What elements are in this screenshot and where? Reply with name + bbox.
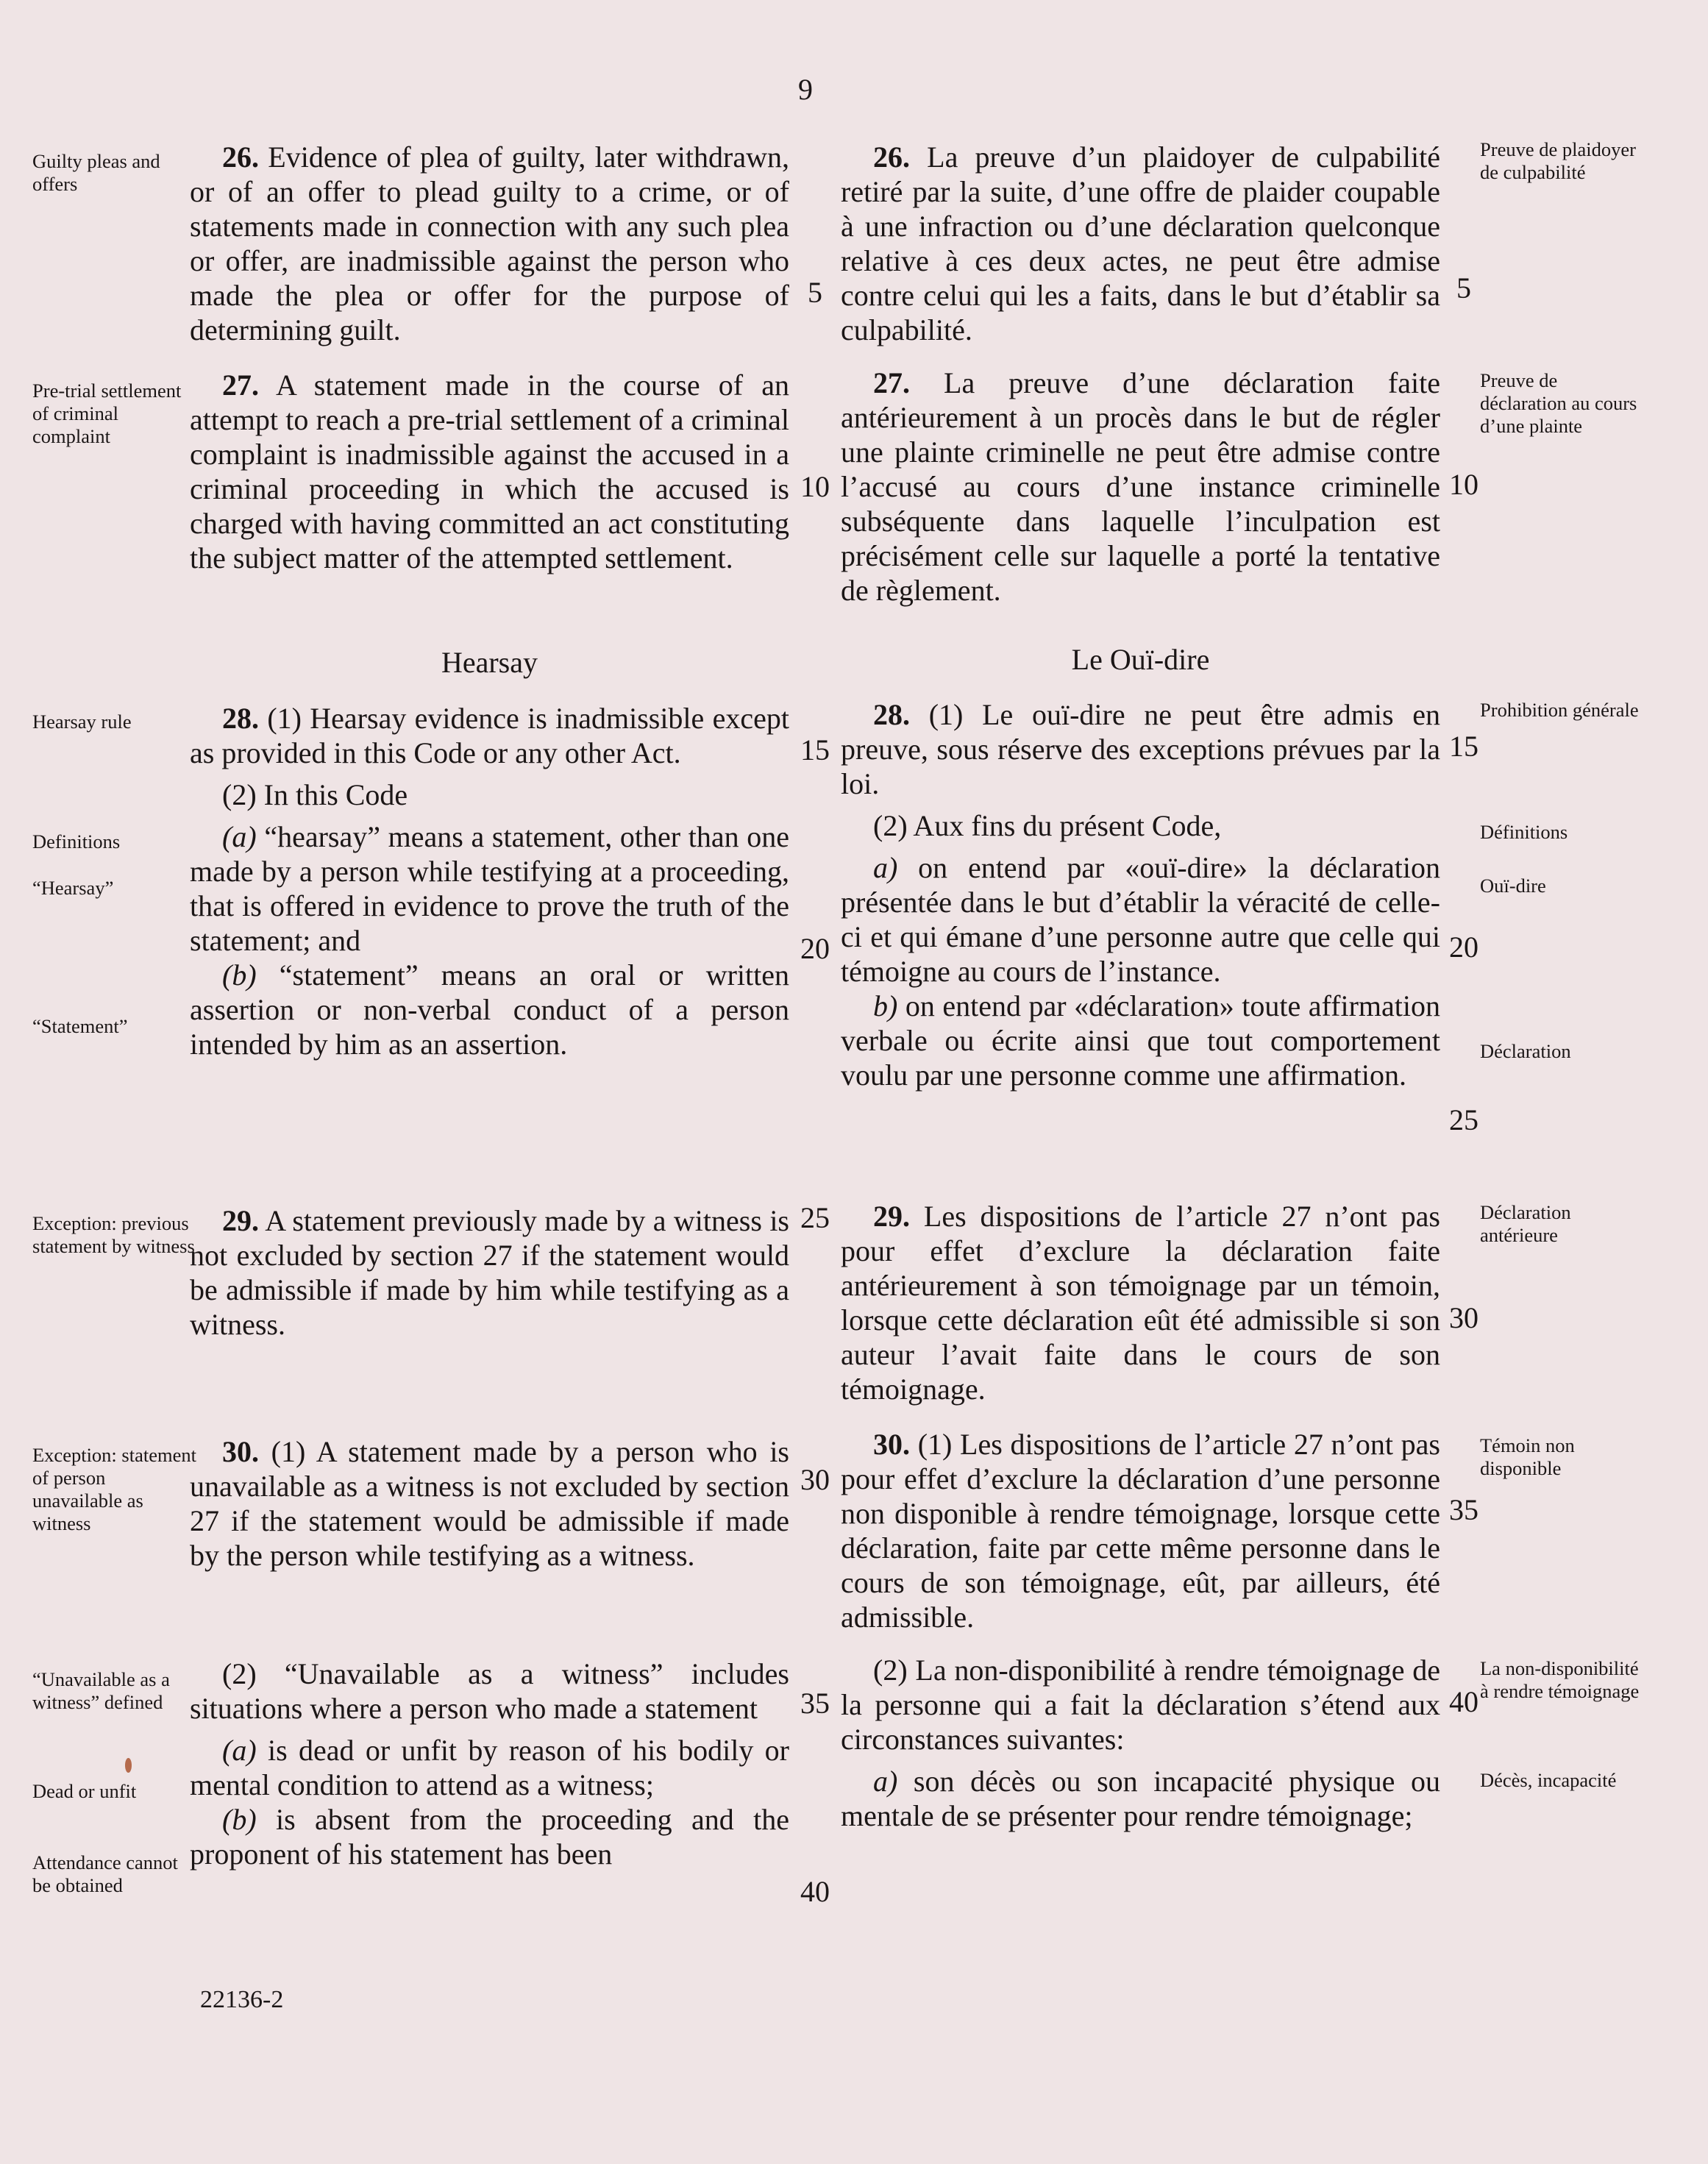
paragraph-text: is absent from the proceeding and the proponent of his statement has been [190, 1803, 790, 1871]
section-number: 27. [222, 369, 259, 402]
paragraph-label: a) [873, 851, 898, 884]
section-text: A statement previously made by a witness is not excluded by section 27 if the statement would be admissible if made by him while testifying as a witness. [190, 1204, 789, 1341]
section-number: 28. [873, 698, 910, 731]
section-30-2-en [190, 1656, 789, 1871]
margin-note-plaidoyer: Preuve de plaidoyer de culpabilité [1480, 138, 1636, 183]
section-text: (1) Le ouï-dire ne peut être admis en preuve, sous réserve des exceptions prévues par la loi. [841, 698, 1441, 800]
margin-note-definitions-fr: Définitions [1480, 821, 1568, 843]
section-text: La preuve d’une déclaration faite antérieurement à un procès dans le but de régler une plainte criminelle ne peut être admise contre l’accusé au cours d’une instance criminelle subséquente dans laquelle l’inculpation est précisément celle sur laquelle a porté la tentative de règlement. [841, 366, 1441, 607]
heading-hearsay: Hearsay [441, 646, 538, 679]
margin-note-exception-previous: Exception: previous statement by witness [32, 1212, 195, 1257]
section-text: Les dispositions de l’article 27 n’ont pas pour effet d’exclure la déclaration faite antérieurement à son témoignage par un témoin, lorsque cette déclaration eût été admissible si son auteur l’avait faite dans le cours de son témoignage. [841, 1200, 1440, 1406]
section-30-en [190, 1434, 789, 1573]
section-30-fr [841, 1427, 1440, 1634]
paragraph-label: a) [873, 1765, 898, 1798]
section-number: 29. [873, 1200, 910, 1233]
ink-spot [125, 1758, 132, 1773]
line-number: 35 [800, 1687, 830, 1720]
paragraph-text: son décès ou son incapacité physique ou mentale de se présenter pour rendre témoignage; [841, 1765, 1440, 1832]
margin-note-temoin: Témoin non disponible [1480, 1434, 1575, 1479]
margin-note-declaration: Déclaration [1480, 1040, 1571, 1062]
section-number: 27. [873, 366, 910, 399]
margin-note-hearsay-def: “Hearsay” [32, 877, 114, 899]
section-text: A statement made in the course of an attempt to reach a pre-trial settlement of a criminal complaint is inadmissible against the accused in a criminal proceeding in which the accused is charged with having committed an act constituting the subject matter of the attempted settlement. [190, 369, 790, 574]
line-number: 25 [1449, 1103, 1479, 1136]
section-28-en [190, 701, 789, 1061]
paragraph-text: “hearsay” means a statement, other than one made by a person while testifying at a proceeding, that is offered in evidence to prove the truth of the statement; and [190, 820, 790, 957]
margin-note-definitions: Definitions [32, 830, 121, 853]
page-number: 9 [798, 73, 813, 106]
section-29-fr [841, 1199, 1440, 1406]
subsection-2: (2) In this Code [222, 778, 408, 811]
section-number: 30. [873, 1428, 910, 1461]
line-number: 30 [800, 1463, 830, 1496]
margin-note-nondispo: La non-disponibilité à rendre témoignage [1480, 1657, 1640, 1702]
section-28-fr [841, 697, 1440, 1092]
section-text: (1) Les dispositions de l’article 27 n’ont pas pour effet d’exclure la déclaration d’une personne non disponible à rendre témoignage, lorsque cette déclaration, faite par cette même personne dans le cours de son témoignage, eût, par ailleurs, été admissible. [841, 1428, 1440, 1634]
paragraph-label: (a) [222, 1734, 257, 1767]
margin-note-dead-or-unfit: Dead or unfit [32, 1780, 137, 1802]
subsection-2: (2) “Unavailable as a witness” includes situations where a person who made a statement [190, 1657, 789, 1725]
margin-note-anterieure: Déclaration antérieure [1480, 1201, 1571, 1246]
line-number: 20 [800, 932, 830, 965]
line-number: 15 [800, 733, 830, 766]
section-text: La preuve d’un plaidoyer de culpabilité retiré par la suite, d’une offre de plaider coupable à une infraction ou d’une déclaration quelconque relative à ces deux actes, ne peut être admise contre celui qui les a faits, dans le but d’établir sa culpabilité. [841, 140, 1440, 346]
line-number: 40 [800, 1875, 830, 1908]
margin-note-pretrial: Pre-trial settlement of criminal complaint [32, 380, 182, 447]
paragraph-text: is dead or unfit by reason of his bodily or mental condition to attend as a witness; [190, 1734, 790, 1801]
paragraph-text: on entend par «déclaration» toute affirmation verbale ou écrite ainsi que tout comportement voulu par une personne comme une affirmation. [841, 989, 1441, 1092]
margin-note-attendance: Attendance cannot be obtained [32, 1851, 178, 1896]
section-26-en [190, 140, 789, 347]
margin-note-unavailable-defined: “Unavailable as a witness” defined [32, 1668, 170, 1713]
paragraph-text: on entend par «ouï-dire» la déclaration présentée dans le but d’établir la véracité de celle-ci et qui émane d’une personne autre que celle qui témoigne au cours de l’instance. [841, 851, 1441, 988]
paragraph-label: (b) [222, 1803, 257, 1836]
section-text: (1) Hearsay evidence is inadmissible except as provided in this Code or any other Act. [190, 702, 789, 769]
section-29-en [190, 1203, 789, 1342]
line-number: 35 [1449, 1493, 1479, 1526]
line-number: 10 [800, 470, 830, 503]
section-text: Evidence of plea of guilty, later withdrawn, or of an offer to plead guilty to a crime, or of statements made in connection with any such plea or offer, are inadmissible against the person who made the plea or offer for the purpose of determining guilt. [190, 140, 789, 346]
margin-note-deces: Décès, incapacité [1480, 1769, 1617, 1791]
subsection-2: (2) La non-disponibilité à rendre témoignage de la personne qui a fait la déclaration s’étend aux circonstances suivantes: [841, 1654, 1440, 1756]
section-number: 29. [222, 1204, 259, 1237]
paragraph-label: b) [873, 989, 898, 1022]
line-number: 5 [1456, 271, 1471, 305]
line-number: 20 [1449, 930, 1479, 964]
subsection-2: (2) Aux fins du présent Code, [873, 809, 1222, 842]
margin-note-guilty-pleas: Guilty pleas and offers [32, 150, 160, 195]
section-26-fr [841, 140, 1440, 347]
section-number: 30. [222, 1435, 259, 1468]
section-number: 26. [873, 140, 910, 174]
paragraph-text: “statement” means an oral or written assertion or non-verbal conduct of a person intended by him as an assertion. [190, 958, 789, 1061]
paragraph-label: (a) [222, 820, 257, 853]
margin-note-exception-unavailable: Exception: statement of person unavailable as witness [32, 1444, 196, 1534]
paragraph-label: (b) [222, 958, 257, 992]
line-number: 40 [1449, 1685, 1479, 1718]
line-number: 15 [1449, 730, 1479, 763]
line-number: 10 [1449, 468, 1479, 501]
footer-code: 22136-2 [200, 1986, 284, 2013]
margin-note-statement-def: “Statement” [32, 1015, 128, 1037]
section-30-2-fr [841, 1653, 1440, 1833]
margin-note-declaration-plainte: Preuve de déclaration au cours d’une plainte [1480, 369, 1637, 437]
line-number: 25 [800, 1201, 830, 1234]
line-number: 5 [808, 276, 822, 309]
section-27-en [190, 368, 789, 575]
section-number: 26. [222, 140, 259, 174]
margin-note-ouidire: Ouï-dire [1480, 875, 1546, 897]
margin-note-hearsay-rule: Hearsay rule [32, 711, 132, 733]
line-number: 30 [1449, 1301, 1479, 1334]
heading-ouidire: Le Ouï-dire [1071, 643, 1210, 676]
section-number: 28. [222, 702, 259, 735]
section-27-fr [841, 366, 1440, 608]
margin-note-prohibition: Prohibition générale [1480, 699, 1639, 721]
section-text: (1) A statement made by a person who is unavailable as a witness is not excluded by section 27 if the statement would be admissible if made by the person while testifying as a witness. [190, 1435, 789, 1572]
